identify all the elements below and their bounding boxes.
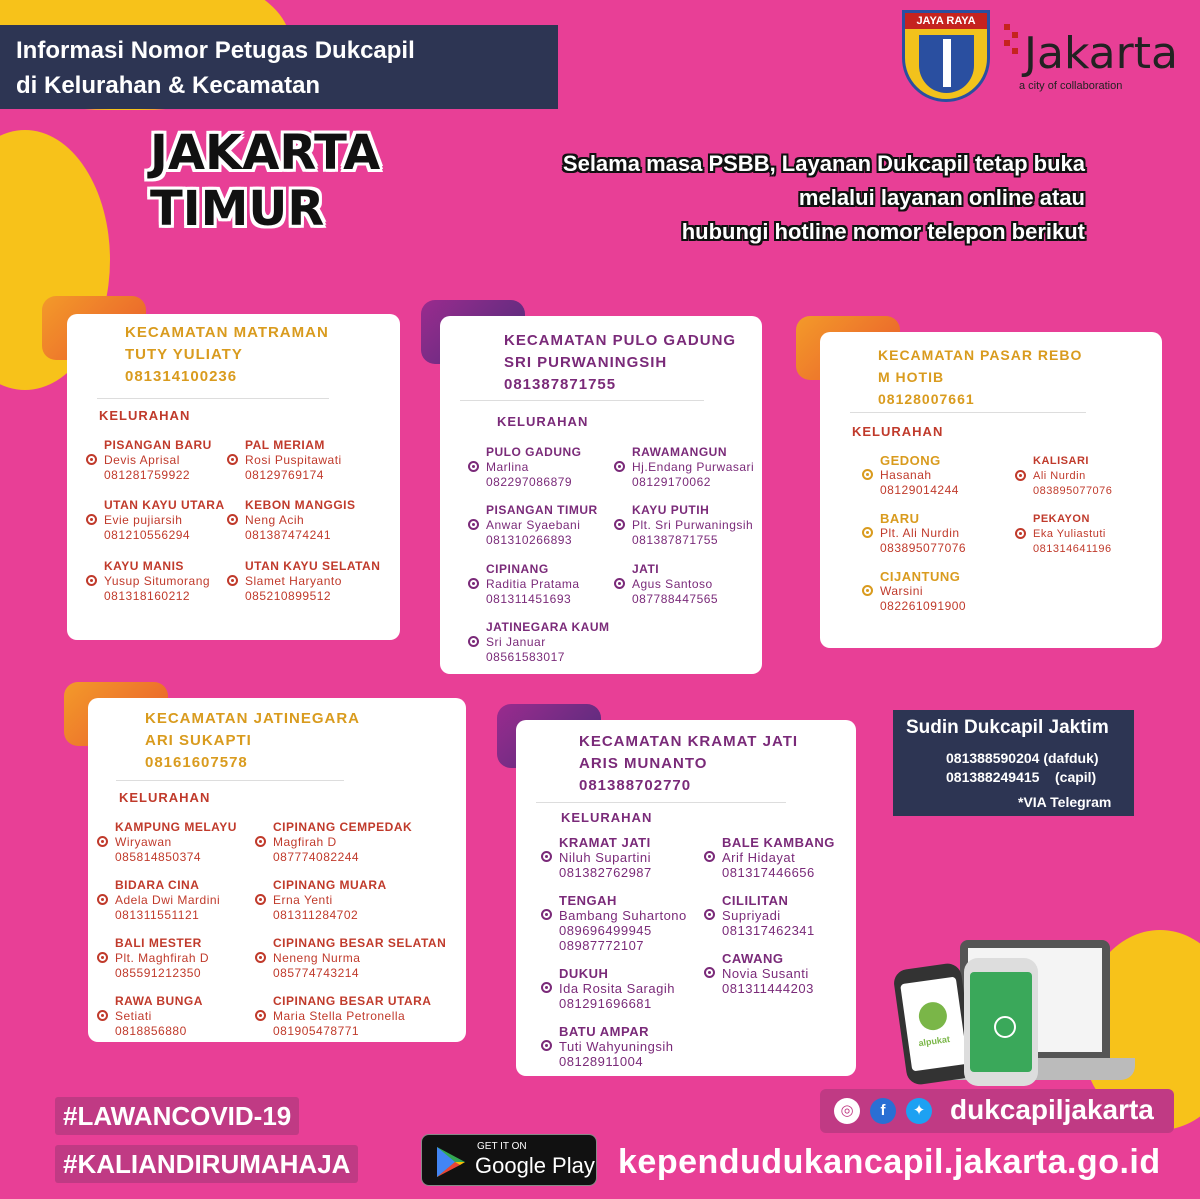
kecamatan-name: KECAMATAN MATRAMAN xyxy=(125,324,329,341)
kecamatan-heading xyxy=(579,731,798,797)
kelurahan-name: TENGAH xyxy=(559,893,617,908)
kelurahan-name: CIPINANG BESAR UTARA xyxy=(273,994,432,1008)
kelurahan-name: KAYU MANIS xyxy=(104,559,184,573)
kelurahan-label: KELURAHAN xyxy=(119,790,211,805)
officer-phone: 081311451693 xyxy=(486,592,572,606)
officer-phone: 081311444203 xyxy=(722,981,814,996)
camat-phone: 081387871755 xyxy=(504,376,617,393)
kelurahan-entry xyxy=(104,438,212,483)
kecamatan-heading xyxy=(504,330,736,396)
kelurahan-name: CIPINANG BESAR SELATAN xyxy=(273,936,447,950)
kelurahan-name: KEBON MANGGIS xyxy=(245,498,356,512)
radio-bullet-icon xyxy=(255,894,266,905)
officer-phone: 08128911004 xyxy=(559,1054,644,1069)
officer-name: Hasanah xyxy=(880,468,932,482)
header-banner xyxy=(0,25,558,109)
psbb-notice xyxy=(563,147,1085,249)
camat-name: SRI PURWANINGSIH xyxy=(504,354,668,371)
officer-phone: 089696499945 xyxy=(559,923,652,938)
radio-bullet-icon xyxy=(704,851,715,862)
officer-phone: 081387474241 xyxy=(245,528,332,542)
officer-phone: 083895077076 xyxy=(880,541,967,555)
kelurahan-label: KELURAHAN xyxy=(561,810,653,825)
kelurahan-entry xyxy=(115,820,237,865)
radio-bullet-icon xyxy=(862,469,873,480)
officer-name: Adela Dwi Mardini xyxy=(115,893,221,907)
kelurahan-name: PEKAYON xyxy=(1033,513,1090,525)
radio-bullet-icon xyxy=(614,578,625,589)
sudin-note: *VIA Telegram xyxy=(1018,794,1112,810)
officer-name: Plt. Sri Purwaningsih xyxy=(632,518,754,532)
officer-phone: 081905478771 xyxy=(273,1024,360,1038)
officer-name: Slamet Haryanto xyxy=(245,574,342,588)
radio-bullet-icon xyxy=(468,578,479,589)
officer-phone: 08129769174 xyxy=(245,468,324,482)
radio-bullet-icon xyxy=(541,1040,552,1051)
camat-name: TUTY YULIATY xyxy=(125,346,243,363)
play-store-icon xyxy=(434,1145,468,1179)
officer-phone: 081314641196 xyxy=(1033,543,1112,555)
officer-name: Warsini xyxy=(880,584,924,598)
radio-bullet-icon xyxy=(468,636,479,647)
sudin-title: Sudin Dukcapil Jaktim xyxy=(906,717,1109,738)
kelurahan-entry xyxy=(880,569,966,614)
officer-name: Agus Santoso xyxy=(632,577,713,591)
officer-name: Supriyadi xyxy=(722,908,781,923)
officer-phone: 085210899512 xyxy=(245,589,332,603)
kelurahan-name: KRAMAT JATI xyxy=(559,835,651,850)
kelurahan-name: PISANGAN BARU xyxy=(104,438,212,452)
officer-name: Rosi Puspitawati xyxy=(245,453,342,467)
radio-bullet-icon xyxy=(97,1010,108,1021)
kelurahan-entry xyxy=(115,878,220,923)
camat-phone: 08161607578 xyxy=(145,754,248,771)
kelurahan-entry xyxy=(486,620,610,665)
kelurahan-entry xyxy=(273,878,387,923)
kelurahan-name: KALISARI xyxy=(1033,455,1089,467)
region-title xyxy=(150,125,380,237)
divider xyxy=(116,780,344,781)
radio-bullet-icon xyxy=(86,454,97,465)
twitter-icon[interactable]: ✦ xyxy=(906,1098,932,1124)
kelurahan-entry xyxy=(245,559,380,604)
kelurahan-label: KELURAHAN xyxy=(852,424,944,439)
officer-phone: 081311551121 xyxy=(115,908,200,922)
officer-name: Neng Acih xyxy=(245,513,305,527)
social-media-bar xyxy=(820,1089,1174,1133)
kelurahan-entry xyxy=(722,893,815,938)
officer-phone: 081311284702 xyxy=(273,908,359,922)
kelurahan-name: PAL MERIAM xyxy=(245,438,325,452)
radio-bullet-icon xyxy=(1015,528,1026,539)
kelurahan-entry xyxy=(486,503,598,548)
kecamatan-heading xyxy=(878,344,1082,410)
radio-bullet-icon xyxy=(468,461,479,472)
kelurahan-name: BARU xyxy=(880,511,920,526)
officer-phone: 08129170062 xyxy=(632,475,711,489)
officer-name: Ida Rosita Saragih xyxy=(559,981,675,996)
header-line1: Informasi Nomor Petugas Dukcapil xyxy=(16,37,415,64)
radio-bullet-icon xyxy=(704,967,715,978)
officer-phone-2: 08987772107 xyxy=(559,938,645,953)
radio-bullet-icon xyxy=(862,585,873,596)
radio-bullet-icon xyxy=(862,527,873,538)
divider xyxy=(536,802,786,803)
radio-bullet-icon xyxy=(255,1010,266,1021)
kelurahan-name: DUKUH xyxy=(559,966,609,981)
kelurahan-name: KAYU PUTIH xyxy=(632,503,710,517)
kelurahan-name: JATINEGARA KAUM xyxy=(486,620,610,634)
kecamatan-name: KECAMATAN JATINEGARA xyxy=(145,710,360,727)
kelurahan-entry xyxy=(486,445,582,490)
officer-name: Niluh Supartini xyxy=(559,850,652,865)
jakarta-dots-icon xyxy=(1004,24,1022,58)
kecamatan-card-jatinegara xyxy=(88,698,466,1042)
officer-name: Arif Hidayat xyxy=(722,850,796,865)
radio-bullet-icon xyxy=(97,952,108,963)
camat-phone: 081388702770 xyxy=(579,777,692,794)
kecamatan-card-pulo-gadung xyxy=(440,316,762,674)
officer-phone: 081210556294 xyxy=(104,528,191,542)
region-title-line1: JAKARTA xyxy=(150,125,381,181)
officer-name: Wiryawan xyxy=(115,835,172,849)
officer-name: Magfirah D xyxy=(273,835,337,849)
officer-phone: 085774743214 xyxy=(273,966,360,980)
kecamatan-card-matraman xyxy=(67,314,400,640)
officer-name: Plt. Maghfirah D xyxy=(115,951,210,965)
radio-bullet-icon xyxy=(227,575,238,586)
kelurahan-name: CIPINANG xyxy=(486,562,549,576)
radio-bullet-icon xyxy=(97,836,108,847)
officer-name: Setiati xyxy=(115,1009,152,1023)
officer-phone: 085591212350 xyxy=(115,966,202,980)
radio-bullet-icon xyxy=(86,514,97,525)
radio-bullet-icon xyxy=(86,575,97,586)
jakarta-tagline: a city of collaboration xyxy=(1019,80,1123,92)
kecamatan-heading xyxy=(125,322,329,388)
kelurahan-name: BALE KAMBANG xyxy=(722,835,835,850)
jaya-raya-logo xyxy=(902,10,990,102)
officer-phone: 081317462341 xyxy=(722,923,815,938)
officer-name: Neneng Nurma xyxy=(273,951,361,965)
kelurahan-entry xyxy=(1033,454,1112,499)
radio-bullet-icon xyxy=(1015,470,1026,481)
officer-phone: 087774082244 xyxy=(273,850,360,864)
kelurahan-name: CILILITAN xyxy=(722,893,789,908)
radio-bullet-icon xyxy=(614,519,625,530)
jaya-raya-banner: JAYA RAYA xyxy=(905,13,987,29)
officer-name: Hj.Endang Purwasari xyxy=(632,460,755,474)
jakarta-logo xyxy=(1004,18,1194,98)
kelurahan-name: BALI MESTER xyxy=(115,936,202,950)
divider xyxy=(850,412,1086,413)
kelurahan-entry xyxy=(559,893,687,953)
radio-bullet-icon xyxy=(468,519,479,530)
facebook-icon[interactable]: f xyxy=(870,1098,896,1124)
officer-phone: 08129014244 xyxy=(880,483,959,497)
kecamatan-name: KECAMATAN PULO GADUNG xyxy=(504,332,737,349)
kelurahan-entry xyxy=(115,994,203,1039)
hashtag-kaliandirumahaja: #KALIANDIRUMAHAJA xyxy=(55,1145,358,1183)
officer-name: Tuti Wahyuningsih xyxy=(559,1039,674,1054)
instagram-icon[interactable]: ◎ xyxy=(834,1098,860,1124)
kelurahan-name: CIPINANG CEMPEDAK xyxy=(273,820,413,834)
kelurahan-name: KAMPUNG MELAYU xyxy=(115,820,237,834)
camat-phone: 081314100236 xyxy=(125,368,238,385)
officer-name: Raditia Pratama xyxy=(486,577,580,591)
kelurahan-name: CIJANTUNG xyxy=(880,569,961,584)
kecamatan-card-kramat-jati xyxy=(516,720,856,1076)
kecamatan-card-pasar-rebo xyxy=(820,332,1162,648)
officer-phone: 085814850374 xyxy=(115,850,202,864)
kelurahan-name: PULO GADUNG xyxy=(486,445,582,459)
kelurahan-name: JATI xyxy=(632,562,660,576)
kecamatan-name: KECAMATAN KRAMAT JATI xyxy=(579,733,799,750)
kelurahan-entry xyxy=(1033,512,1112,557)
officer-name: Bambang Suhartono xyxy=(559,908,687,923)
radio-bullet-icon xyxy=(541,851,552,862)
hashtag-lawancovid: #LAWANCOVID-19 xyxy=(55,1097,299,1135)
officer-name: Anwar Syaebani xyxy=(486,518,581,532)
camat-name: M HOTIB xyxy=(878,369,945,385)
kelurahan-name: CIPINANG MUARA xyxy=(273,878,387,892)
region-title-line2: TIMUR xyxy=(150,181,325,237)
phone-whatsapp-illustration xyxy=(964,958,1038,1086)
kelurahan-entry xyxy=(245,498,356,543)
officer-phone: 081310266893 xyxy=(486,533,573,547)
kelurahan-entry xyxy=(273,936,446,981)
kelurahan-entry xyxy=(880,511,966,556)
officer-name: Plt. Ali Nurdin xyxy=(880,526,960,540)
google-play-big-text: Google Play xyxy=(475,1153,595,1178)
notice-line1: Selama masa PSBB, Layanan Dukcapil tetap buka xyxy=(562,151,1085,176)
kelurahan-entry xyxy=(722,951,814,996)
officer-phone: 081387871755 xyxy=(632,533,719,547)
kelurahan-entry xyxy=(632,445,754,490)
officer-name: Erna Yenti xyxy=(273,893,333,907)
kelurahan-name: RAWAMANGUN xyxy=(632,445,727,459)
officer-name: Evie pujiarsih xyxy=(104,513,183,527)
divider xyxy=(460,400,704,401)
kelurahan-entry xyxy=(486,562,580,607)
kelurahan-entry xyxy=(880,453,959,498)
google-play-badge[interactable] xyxy=(421,1134,597,1186)
radio-bullet-icon xyxy=(255,952,266,963)
radio-bullet-icon xyxy=(255,836,266,847)
radio-bullet-icon xyxy=(541,909,552,920)
kelurahan-name: CAWANG xyxy=(722,951,784,966)
kelurahan-entry xyxy=(104,559,210,604)
kelurahan-entry xyxy=(559,1024,673,1069)
officer-phone: 083895077076 xyxy=(1033,485,1113,497)
kelurahan-name: PISANGAN TIMUR xyxy=(486,503,598,517)
sudin-phone-dafduk: 081388590204 (dafduk) xyxy=(946,750,1099,766)
kelurahan-entry xyxy=(559,966,675,1011)
radio-bullet-icon xyxy=(704,909,715,920)
officer-phone: 08561583017 xyxy=(486,650,565,664)
kelurahan-entry xyxy=(632,562,718,607)
officer-phone: 081317446656 xyxy=(722,865,815,880)
divider xyxy=(97,398,329,399)
radio-bullet-icon xyxy=(97,894,108,905)
officer-phone: 081291696681 xyxy=(559,996,652,1011)
officer-phone: 081382762987 xyxy=(559,865,652,880)
kelurahan-name: RAWA BUNGA xyxy=(115,994,203,1008)
kelurahan-name: UTAN KAYU SELATAN xyxy=(245,559,381,573)
officer-name: Devis Aprisal xyxy=(104,453,180,467)
kelurahan-name: GEDONG xyxy=(880,453,941,468)
kelurahan-entry xyxy=(722,835,835,880)
app-label: alpukat xyxy=(917,1034,951,1049)
jakarta-wordmark: Jakarta xyxy=(1024,28,1178,79)
google-play-small-text: GET IT ON xyxy=(477,1141,527,1152)
whatsapp-icon xyxy=(994,1016,1016,1038)
kelurahan-label: KELURAHAN xyxy=(497,414,589,429)
kelurahan-entry xyxy=(115,936,209,981)
kelurahan-entry xyxy=(273,994,431,1039)
kelurahan-entry xyxy=(104,498,225,543)
sudin-contact-box xyxy=(893,710,1134,816)
kecamatan-name: KECAMATAN PASAR REBO xyxy=(878,347,1083,363)
kelurahan-entry xyxy=(245,438,342,483)
officer-name: Eka Yuliastuti xyxy=(1033,528,1106,540)
officer-phone: 081281759922 xyxy=(104,468,191,482)
officer-name: Yusup Situmorang xyxy=(104,574,211,588)
officer-phone: 082261091900 xyxy=(880,599,967,613)
social-handle[interactable]: dukcapiljakarta xyxy=(950,1094,1154,1125)
camat-phone: 08128007661 xyxy=(878,391,975,407)
officer-name: Novia Susanti xyxy=(722,966,809,981)
kelurahan-label: KELURAHAN xyxy=(99,408,191,423)
kecamatan-heading xyxy=(145,708,360,774)
kelurahan-name: BIDARA CINA xyxy=(115,878,200,892)
website-link[interactable]: kependudukancapil.jakarta.go.id xyxy=(618,1143,1161,1181)
camat-name: ARIS MUNANTO xyxy=(579,755,708,772)
kelurahan-entry xyxy=(273,820,412,865)
officer-name: Ali Nurdin xyxy=(1033,470,1086,482)
officer-name: Marlina xyxy=(486,460,529,474)
radio-bullet-icon xyxy=(614,461,625,472)
officer-phone: 0818856880 xyxy=(115,1024,187,1038)
radio-bullet-icon xyxy=(541,982,552,993)
monument-icon xyxy=(943,39,951,87)
notice-line3: hubungi hotline nomor telepon berikut xyxy=(681,219,1085,244)
header-line2: di Kelurahan & Kecamatan xyxy=(16,72,321,99)
officer-name: Maria Stella Petronella xyxy=(273,1009,406,1023)
officer-phone: 081318160212 xyxy=(104,589,191,603)
radio-bullet-icon xyxy=(227,514,238,525)
camat-name: ARI SUKAPTI xyxy=(145,732,252,749)
sudin-phone-capil: 081388249415 (capil) xyxy=(946,769,1097,785)
kelurahan-name: UTAN KAYU UTARA xyxy=(104,498,225,512)
officer-phone: 087788447565 xyxy=(632,592,719,606)
kelurahan-name: BATU AMPAR xyxy=(559,1024,649,1039)
officer-phone: 082297086879 xyxy=(486,475,573,489)
radio-bullet-icon xyxy=(227,454,238,465)
kelurahan-entry xyxy=(559,835,652,880)
officer-name: Sri Januar xyxy=(486,635,546,649)
kelurahan-entry xyxy=(632,503,753,548)
notice-line2: melalui layanan online atau xyxy=(798,185,1085,210)
